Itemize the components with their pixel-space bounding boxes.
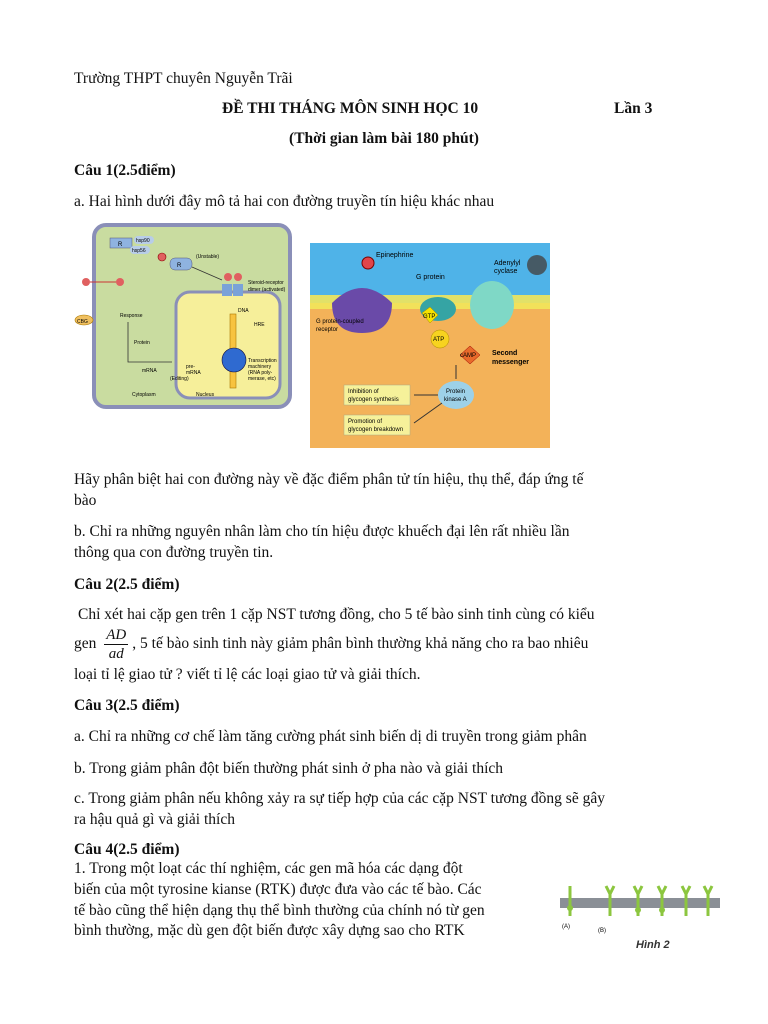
q4-line-2: biến của một tyrosine kianse (RTK) được đưa vào các tế bào. Các <box>74 881 482 898</box>
label-r1: R <box>118 242 123 248</box>
q2-gen-word: gen <box>74 635 97 653</box>
label-rnapoly: (RNA poly- <box>248 370 273 376</box>
exam-time: (Thời gian làm bài 180 phút) <box>289 130 479 147</box>
label-cbg: CBG <box>77 319 88 325</box>
q3-heading: Câu 3(2.5 điểm) <box>74 697 180 714</box>
q4-heading: Câu 4(2.5 điểm) <box>74 841 180 858</box>
fraction-numerator: AD <box>106 627 127 643</box>
label-merase: merase, etc) <box>248 376 276 382</box>
q4-line-1: 1. Trong một loạt các thí nghiệm, các gen mã hóa các dạng đột <box>74 860 463 877</box>
label-hsp56: hsp56 <box>132 248 146 254</box>
q1-part-b-line-2: thông qua con đường truyền tin. <box>74 544 274 561</box>
label-r2: R <box>177 263 182 269</box>
label-camp: cAMP <box>460 353 477 359</box>
label-pk-1: Protein <box>446 389 466 395</box>
label-adenylyl: Adenylyl <box>494 260 521 267</box>
q4-line-4: bình thường, mặc dù gen đột biến được xây dựng sao cho RTK <box>74 922 465 939</box>
figure-2-label-a: (A) <box>562 924 570 930</box>
q1-compare-line-2: bào <box>74 492 97 509</box>
label-machinery: machinery <box>248 364 272 370</box>
label-gpcr-1: G protein-coupled <box>316 319 364 325</box>
label-cytoplasm: Cytoplasm <box>132 392 156 398</box>
protein-kinase-a <box>438 381 474 409</box>
label-epinephrine: Epinephrine <box>376 252 414 259</box>
adenylyl-cyclase <box>470 281 514 329</box>
label-mrna: mRNA <box>142 368 157 374</box>
q3-part-b: b. Trong giảm phân đột biến thường phát sinh ở pha nào và giải thích <box>74 760 504 777</box>
label-response: Response <box>120 313 143 319</box>
label-cyclase: cyclase <box>494 268 518 275</box>
school-name: Trường THPT chuyên Nguyễn Trãi <box>74 70 293 87</box>
q2-line-1: Chỉ xét hai cặp gen trên 1 cặp NST tương đồng, cho 5 tế bào sinh tinh cùng có kiểu <box>78 606 595 623</box>
label-protein: Protein <box>134 340 150 346</box>
label-nucleus: Nucleus <box>196 392 215 398</box>
steroid-pathway-figure <box>72 222 294 410</box>
q1-part-b-line-1: b. Chỉ ra những nguyên nhân làm cho tín hiệu được khuếch đại lên rất nhiều lần <box>74 523 570 540</box>
label-promotion-1: Promotion of <box>348 419 383 425</box>
q3-part-c-line-1: c. Trong giảm phân nếu không xảy ra sự tiếp hợp của các cặp NST tương đồng sẽ gây <box>74 790 605 807</box>
exam-attempt: Lần 3 <box>614 100 653 117</box>
label-second-1: Second <box>492 350 518 357</box>
label-hre: HRE <box>254 322 265 328</box>
gpcr-pathway-figure <box>310 243 550 448</box>
q4-line-3: tế bào cũng thể hiện dạng thụ thể bình thường của chính nó từ gen <box>74 902 485 919</box>
label-gpcr-2: receptor <box>316 327 339 333</box>
q3-part-c-line-2: ra hậu quả gì và giải thích <box>74 811 235 828</box>
q2-line-2 <box>74 626 588 663</box>
label-premrna-2: mRNA <box>186 370 201 376</box>
figure-2-label-b: (B) <box>598 928 606 934</box>
genotype-fraction <box>104 626 128 663</box>
label-unstable: (Unstable) <box>196 254 220 260</box>
q2-heading: Câu 2(2.5 điểm) <box>74 576 180 593</box>
q2-line-3: loại tỉ lệ giao tử ? viết tỉ lệ các loại giao tử và giải thích. <box>74 666 421 683</box>
exam-title: ĐỀ THI THÁNG MÔN SINH HỌC 10 <box>222 100 479 117</box>
lens-icon <box>527 255 547 275</box>
label-second-2: messenger <box>492 359 529 366</box>
q1-compare-line-1: Hãy phân biệt hai con đường này về đặc điểm phân tử tín hiệu, thụ thể, đáp ứng tế <box>74 471 584 488</box>
label-g-protein: G protein <box>416 274 445 281</box>
figure-2-rtk <box>558 880 726 956</box>
label-transcription: Transcription <box>248 358 277 364</box>
label-editing: (Editing) <box>170 376 189 382</box>
q1-part-a: a. Hai hình dưới đây mô tả hai con đường truyền tín hiệu khác nhau <box>74 193 495 210</box>
label-promotion-2: glycogen breakdown <box>348 427 404 433</box>
membrane-band <box>560 898 720 908</box>
label-steroid-receptor: Steroid-receptor <box>248 280 284 286</box>
label-dimer: dimer (activated) <box>248 287 286 293</box>
label-pk-2: kinase A <box>444 397 467 403</box>
label-inhibition-2: glycogen synthesis <box>348 397 399 403</box>
label-atp: ATP <box>433 337 445 343</box>
epinephrine-ligand <box>362 257 374 269</box>
label-gtp: GTP <box>423 314 436 320</box>
q2-line-2-rest: , 5 tế bào sinh tinh này giảm phân bình thường khả năng cho ra bao nhiêu <box>132 635 589 653</box>
label-hsp90: hsp90 <box>136 238 150 244</box>
q3-part-a: a. Chỉ ra những cơ chế làm tăng cường phát sinh biến dị di truyền trong giảm phân <box>74 728 587 745</box>
label-premrna: pre- <box>186 364 195 370</box>
label-inhibition-1: Inhibition of <box>348 389 379 395</box>
nucleus-outline <box>176 292 280 398</box>
fraction-denominator: ad <box>108 646 124 662</box>
q1-heading: Câu 1(2.5điểm) <box>74 162 176 179</box>
label-dna: DNA <box>238 308 249 314</box>
figure-2-caption: Hình 2 <box>636 939 670 951</box>
